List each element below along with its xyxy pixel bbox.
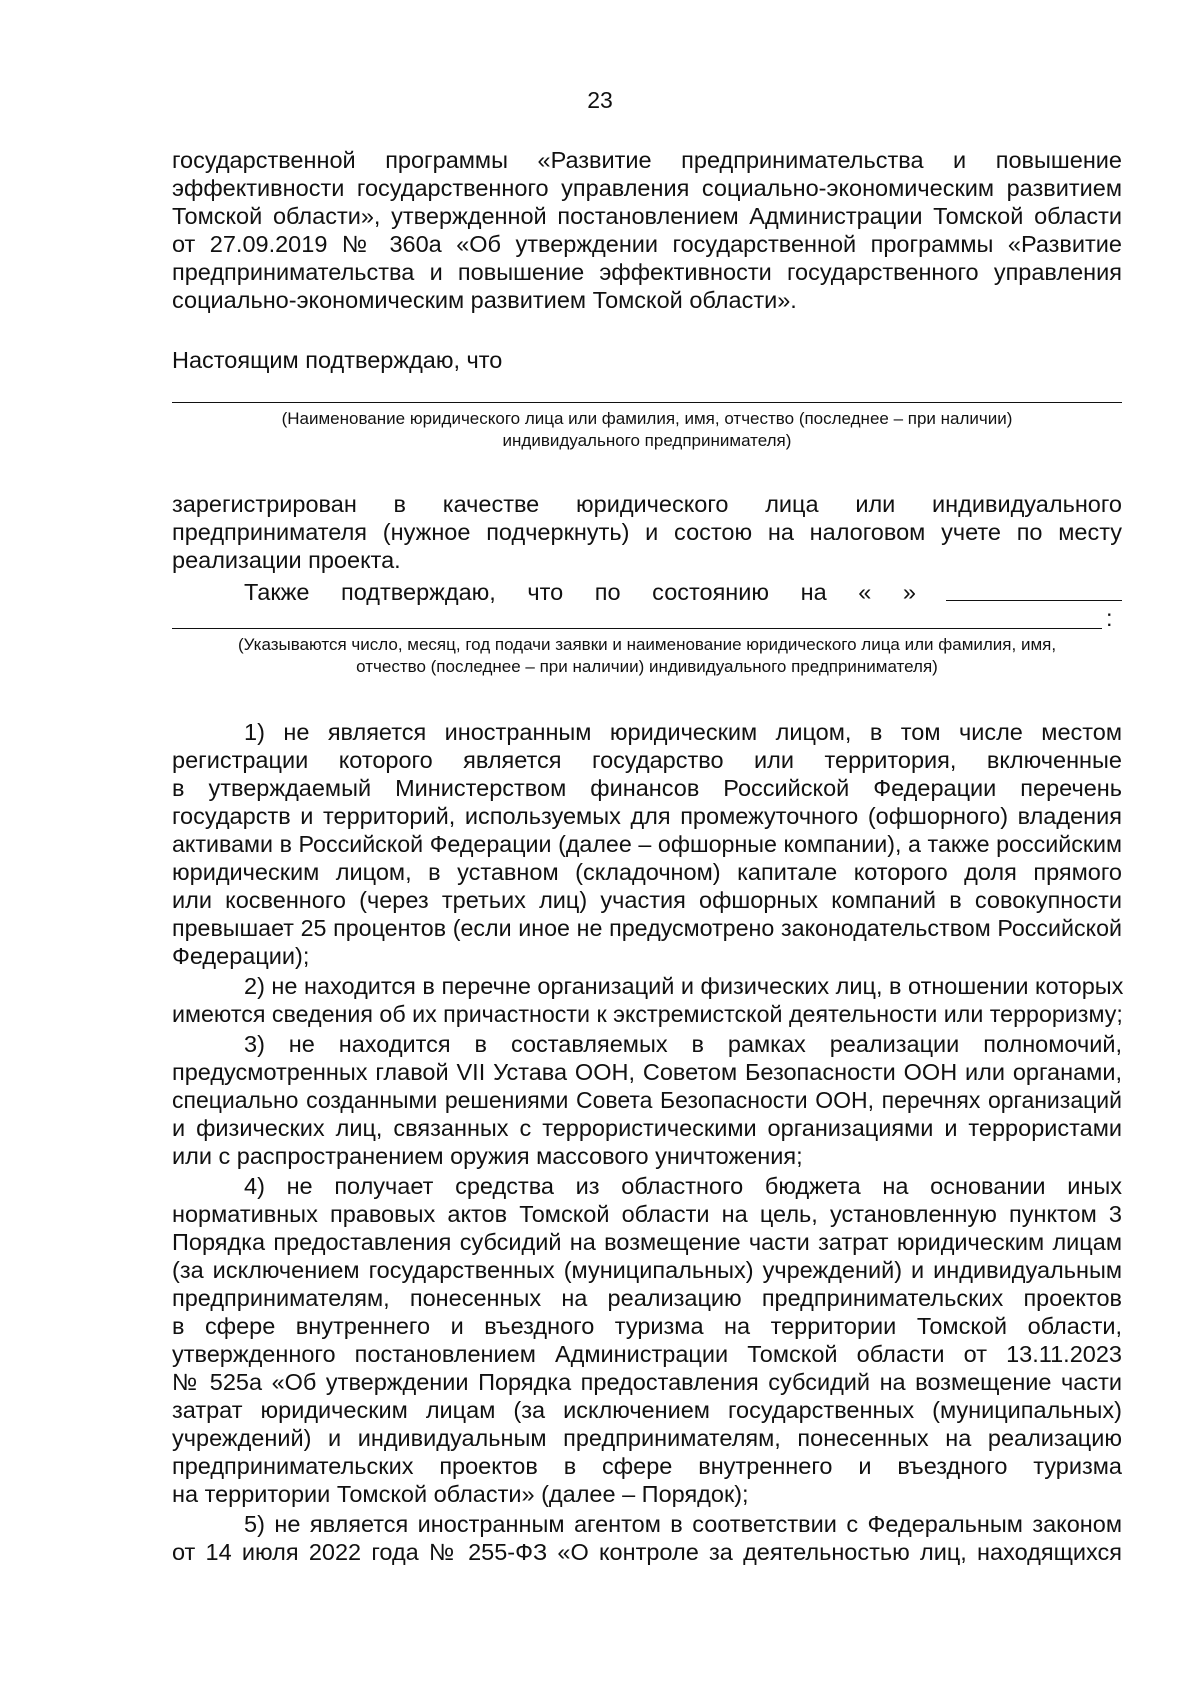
item-line: 4) не получает средства из областного бюджета на основании иных	[244, 1173, 1122, 1199]
page-number: 23	[587, 87, 613, 113]
item-line: или с распространением оружия массового уничтожения;	[172, 1143, 803, 1169]
item-line: (за исключением государственных (муниципальных) учреждений) и индивидуальным	[172, 1257, 1122, 1283]
item-line: нормативных правовых актов Томской области на цель, установленную пунктом 3	[172, 1201, 1122, 1227]
item-line: утвержденного постановлением Администрации Томской области от 13.11.2023	[172, 1341, 1122, 1367]
item-line: юридическим лицом, в уставном (складочном) капитале которого доля прямого	[172, 859, 1122, 885]
item-line: от 14 июля 2022 года № 255-ФЗ «О контроле за деятельностью лиц, находящихся	[172, 1539, 1122, 1565]
entity-caption-line: (Наименование юридического лица или фамилия, имя, отчество (последнее – при наличии)	[281, 409, 1013, 428]
item-line: предпринимателям, понесенных на реализацию предпринимательских проектов	[172, 1285, 1122, 1311]
item-line: в сфере внутреннего и въездного туризма на территории Томской области,	[172, 1313, 1122, 1339]
entity-caption-line: индивидуального предпринимателя)	[502, 431, 792, 450]
item-line: 2) не находится в перечне организаций и физических лиц, в отношении которых	[244, 973, 1124, 999]
item-line: в утверждаемый Министерством финансов Российской Федерации перечень	[172, 775, 1122, 801]
item-line: Порядка предоставления субсидий на возмещение части затрат юридическим лицам	[172, 1229, 1122, 1255]
item-line: 1) не является иностранным юридическим лицом, в том числе местом	[244, 719, 1122, 745]
date-caption-line: отчество (последнее – при наличии) индивидуального предпринимателя)	[356, 657, 938, 676]
item-line: имеются сведения об их причастности к экстремистской деятельности или терроризму;	[172, 1001, 1123, 1027]
registered-line: зарегистрирован в качестве юридического лица или индивидуального	[172, 491, 1122, 517]
registered-line: реализации проекта.	[172, 547, 401, 573]
confirm-line: Настоящим подтверждаю, что	[172, 347, 503, 373]
item-line: и физических лиц, связанных с террористическими организациями и террористами	[172, 1115, 1122, 1141]
intro-line: предпринимательства и повышение эффективности государственного управления	[172, 259, 1122, 285]
item-line: № 525а «Об утверждении Порядка предоставления субсидий на возмещение части	[172, 1369, 1122, 1395]
item-line: превышает 25 процентов (если иное не предусмотрено законодательством Российской	[172, 915, 1122, 941]
item-line: специально созданными решениями Совета Безопасности ООН, перечнях организаций	[172, 1087, 1122, 1113]
item-line: затрат юридическим лицам (за исключением государственных (муниципальных)	[172, 1397, 1122, 1423]
applicant-blank	[172, 628, 1102, 629]
item-line: предусмотренных главой VII Устава ООН, Советом Безопасности ООН или органами,	[172, 1059, 1122, 1085]
item-line: государств и территорий, используемых для промежуточного (офшорного) владения	[172, 803, 1122, 829]
registered-line: предпринимателя (нужное подчеркнуть) и состою на налоговом учете по месту	[172, 519, 1122, 545]
date-blank	[946, 600, 1122, 601]
item-line: 5) не является иностранным агентом в соответствии с Федеральным законом	[244, 1511, 1122, 1537]
intro-line: государственной программы «Развитие предпринимательства и повышение	[172, 147, 1122, 173]
item-line: или косвенного (через третьих лиц) участия офшорных компаний в совокупности	[172, 887, 1122, 913]
also-confirm-line: Также подтверждаю, что по состоянию на « »	[244, 579, 916, 605]
item-line: активами в Российской Федерации (далее – офшорные компании), а также российским	[172, 831, 1122, 857]
item-line: предпринимательских проектов в сфере внутреннего и въездного туризма	[172, 1453, 1122, 1479]
item-line: регистрации которого является государство или территория, включенные	[172, 747, 1122, 773]
intro-line: от 27.09.2019 № 360а «Об утверждении государственной программы «Развитие	[172, 231, 1122, 257]
date-caption-line: (Указываются число, месяц, год подачи заявки и наименование юридического лица или фамилия, имя,	[237, 635, 1057, 654]
intro-line: эффективности государственного управления социально-экономическим развитием	[172, 175, 1122, 201]
item-line: Федерации);	[172, 943, 310, 969]
item-line: учреждений) и индивидуальным предпринимателям, понесенных на реализацию	[172, 1425, 1122, 1451]
item-line: 3) не находится в составляемых в рамках реализации полномочий,	[244, 1031, 1122, 1057]
date-colon: :	[1106, 605, 1113, 631]
entity-name-blank	[172, 402, 1122, 403]
item-line: на территории Томской области» (далее – Порядок);	[172, 1481, 749, 1507]
intro-line: социально-экономическим развитием Томской области».	[172, 287, 797, 313]
intro-line: Томской области», утвержденной постановлением Администрации Томской области	[172, 203, 1122, 229]
